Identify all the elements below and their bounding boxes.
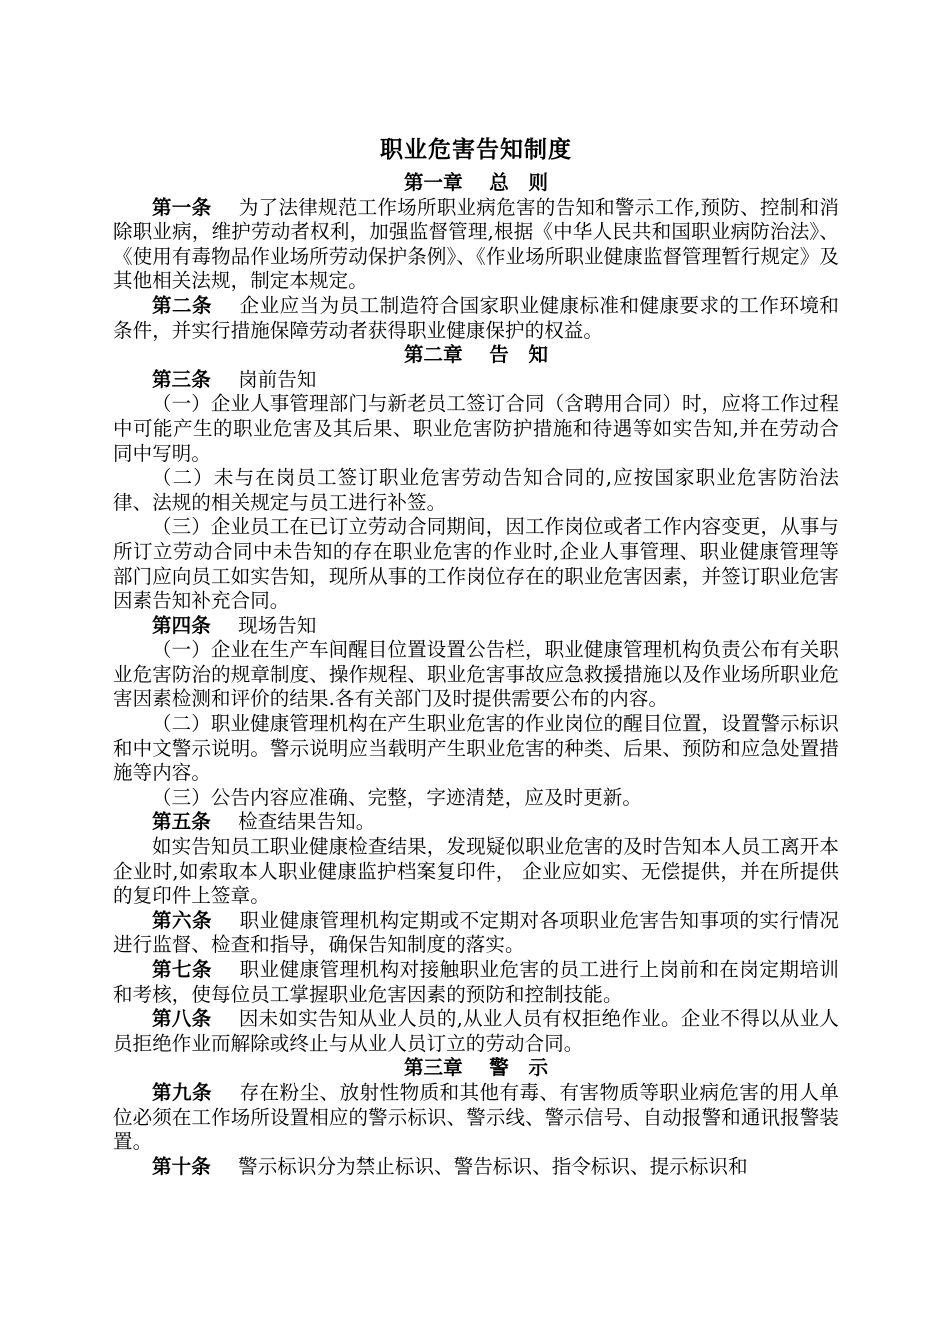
article-text: 因未如实告知从业人员的,从业人员有权拒绝作业。企业不得以从业人员拒绝作业而解除或终止与从业人员订立的劳动合同。 xyxy=(113,1007,839,1055)
article-5 xyxy=(113,810,839,835)
article-label: 第一条 xyxy=(152,195,212,219)
article-text: 警示标识分为禁止标识、警告标识、指令标识、提示标识和 xyxy=(238,1154,748,1178)
article-text: 为了法律规范工作场所职业病危害的告知和警示工作,预防、控制和消除职业病，维护劳动者权利，加强监督管理,根据《中华人民共和国职业病防治法》、《使用有毒物品作业场所劳动保护条例》、《作业场所职业健康监督管理暂行规定》及其他相关法规，制定本规定。 xyxy=(113,195,839,293)
article-text: 企业应当为员工制造符合国家职业健康标准和健康要求的工作环境和条件，并实行措施保障劳动者获得职业健康保护的权益。 xyxy=(113,293,839,342)
article-label: 第三条 xyxy=(152,367,211,391)
clause-paragraph: （三）企业员工在已订立劳动合同期间，因工作岗位或者工作内容变更，从事与所订立劳动合同中未告知的存在职业危害的作业时,企业人事管理、职业健康管理等部门应向员工如实告知，现所从事的工作岗位存在的职业危害因素，并签订职业危害因素告知补充合同。 xyxy=(113,515,839,613)
clause-paragraph: （二）职业健康管理机构在产生职业危害的作业岗位的醒目位置，设置警示标识和中文警示说明。警示说明应当载明产生职业危害的种类、后果、预防和应急处置措施等内容。 xyxy=(113,712,839,785)
article-label: 第七条 xyxy=(152,958,212,981)
chapter-heading-3: 第三章 警 示 xyxy=(403,1056,549,1080)
article-text: 检查结果告知。 xyxy=(238,810,376,834)
article-label: 第二条 xyxy=(152,293,212,317)
article-label: 第四条 xyxy=(152,613,211,637)
document-page xyxy=(113,128,839,1179)
article-4 xyxy=(113,614,839,639)
chapter-heading-1: 第一章 总 则 xyxy=(403,171,549,194)
chapter-heading-2: 第二章 告 知 xyxy=(403,343,549,367)
clause-paragraph: 如实告知员工职业健康检查结果，发现疑似职业危害的及时告知本人员工离开本企业时,如索取本人职业健康监护档案复印件， 企业应如实、无偿提供，并在所提供的复印件上签章。 xyxy=(113,835,839,908)
clause-paragraph: （一）企业人事管理部门与新老员工签订合同（含聘用合同）时，应将工作过程中可能产生的职业危害及其后果、职业危害防护措施和待遇等如实告知,并在劳动合同中写明。 xyxy=(113,392,839,465)
article-text: 岗前告知 xyxy=(238,367,317,391)
article-label: 第五条 xyxy=(152,810,211,834)
article-6 xyxy=(113,909,839,958)
document-title: 职业危害告知制度 xyxy=(380,137,572,163)
article-label: 第六条 xyxy=(152,908,212,932)
article-8 xyxy=(113,1007,839,1056)
article-text: 现场告知 xyxy=(238,613,317,637)
article-label: 第八条 xyxy=(152,1007,212,1031)
clause-paragraph: （二）未与在岗员工签订职业危害劳动告知合同的,应按国家职业危害防治法律、法规的相关规定与员工进行补签。 xyxy=(113,466,839,514)
article-text: 职业健康管理机构定期或不定期对各项职业危害告知事项的实行情况进行监督、检查和指导，确保告知制度的落实。 xyxy=(113,908,839,957)
article-label: 第十条 xyxy=(152,1154,211,1178)
article-2 xyxy=(113,294,839,343)
article-3 xyxy=(113,368,839,393)
article-1 xyxy=(113,196,839,294)
article-9 xyxy=(113,1081,839,1155)
article-label: 第九条 xyxy=(152,1080,212,1104)
article-text: 存在粉尘、放射性物质和其他有毒、有害物质等职业病危害的用人单位必须在工作场所设置相应的警示标识、警示线、警示信号、自动报警和通讯报警装置。 xyxy=(113,1080,839,1154)
article-7 xyxy=(113,958,839,1007)
clause-paragraph: （一）企业在生产车间醒目位置设置公告栏，职业健康管理机构负责公布有关职业危害防治的规章制度、操作规程、职业危害事故应急救援措施以及作业场所职业危害因素检测和评价的结果.各有关部门及时提供需要公布的内容。 xyxy=(113,638,839,711)
article-text: 职业健康管理机构对接触职业危害的员工进行上岗前和在岗定期培训和考核，使每位员工掌握职业危害因素的预防和控制技能。 xyxy=(113,958,839,1006)
article-10 xyxy=(113,1155,839,1180)
clause-paragraph: （三）公告内容应准确、完整，字迹清楚，应及时更新。 xyxy=(152,785,643,809)
